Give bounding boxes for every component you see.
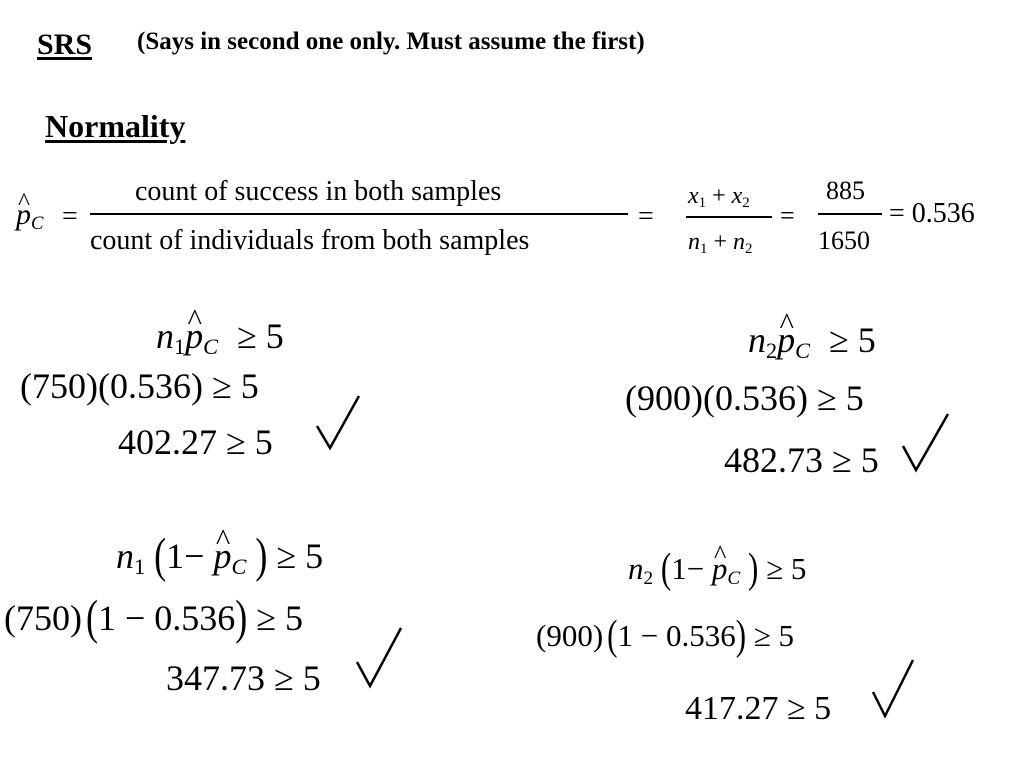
cond1-line3: 402.27 ≥ 5 — [118, 422, 273, 462]
cond4-line3: 417.27 ≥ 5 — [685, 690, 832, 727]
cond2-line2: (900)(0.536) ≥ 5 — [625, 378, 864, 418]
cond3-line2: (750) (1 − 0.536) ≥ 5 — [4, 590, 304, 645]
fraction-bar-1 — [90, 213, 628, 215]
checkmark-icon — [314, 392, 362, 452]
cond3-line1: n1 (1− ^ pC ) ≥ 5 — [116, 538, 323, 574]
fraction-x-numerator: x1 + x2 — [688, 183, 750, 212]
normality-heading: Normality — [45, 108, 186, 144]
fraction-numerator-text: count of success in both samples — [135, 176, 502, 207]
cond3-line3: 347.73 ≥ 5 — [166, 658, 321, 698]
fraction-value-numerator: 885 — [826, 176, 865, 205]
fraction-value-denominator: 1650 — [818, 226, 870, 255]
cond4-line1: n2 (1− ^ pC ) ≥ 5 — [628, 553, 806, 584]
fraction-denominator-text: count of individuals from both samples — [90, 225, 530, 256]
pooled-result: = 0.536 — [889, 198, 975, 229]
equals-sign-1: = — [62, 201, 78, 232]
cond1-line1: n1^ pC ≥ 5 — [156, 318, 284, 354]
fraction-n-denominator: n1 + n2 — [688, 229, 753, 258]
fraction-bar-3 — [818, 213, 882, 215]
srs-heading: SRS — [37, 28, 93, 61]
cond2-line3: 482.73 ≥ 5 — [724, 440, 879, 480]
checkmark-icon — [870, 656, 916, 718]
checkmark-icon — [354, 624, 404, 688]
equals-sign-3: = — [780, 201, 795, 230]
cond2-line1: n2^ pC ≥ 5 — [748, 322, 876, 358]
cond4-line2: (900) (1 − 0.536) ≥ 5 — [536, 611, 795, 659]
fraction-bar-2 — [686, 216, 772, 218]
srs-note: (Says in second one only. Must assume the first) — [137, 28, 645, 55]
pooled-p-symbol: ^ pC — [16, 200, 43, 230]
checkmark-icon — [900, 410, 952, 474]
equals-sign-2: = — [638, 201, 654, 232]
cond1-line2: (750)(0.536) ≥ 5 — [20, 366, 259, 406]
